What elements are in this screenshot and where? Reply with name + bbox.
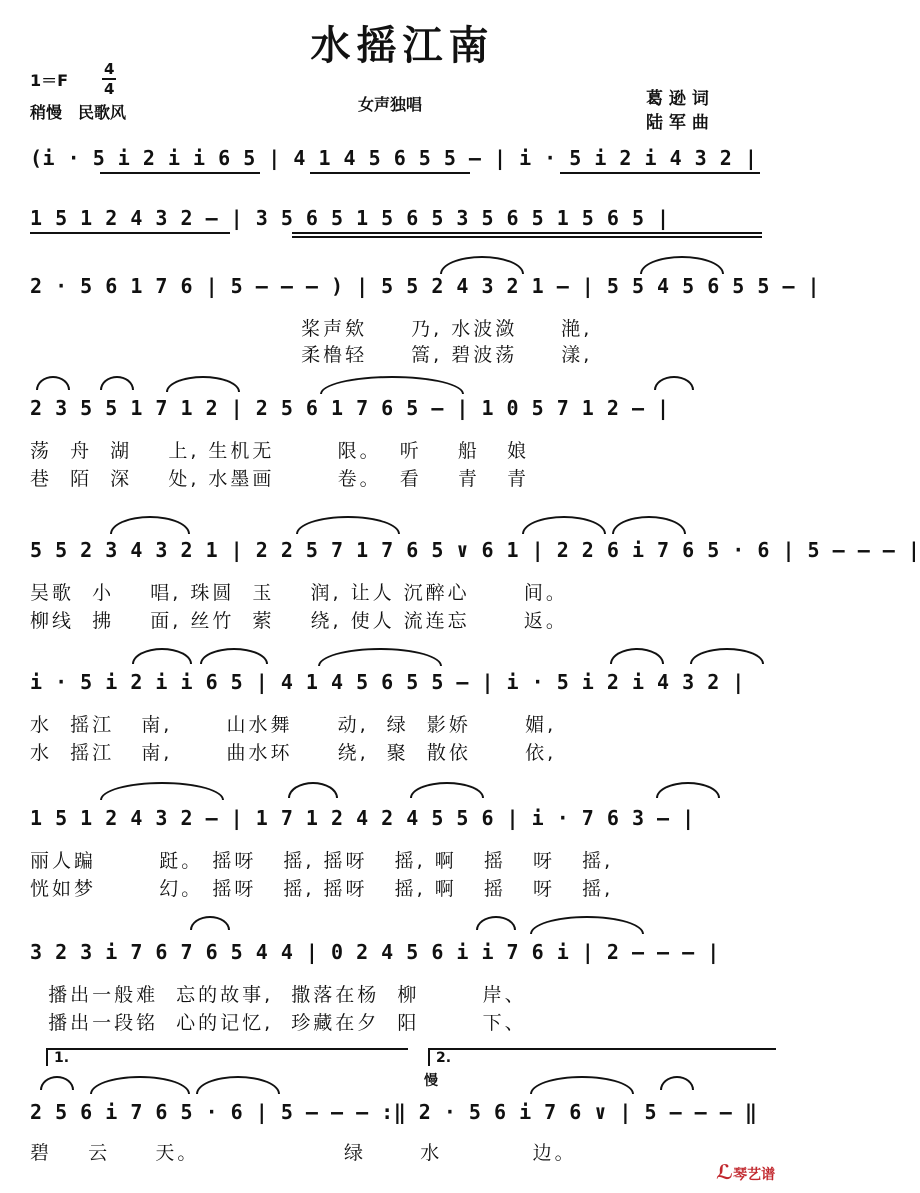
lyric-verse-1: 桨声欸 乃, 水波潋 滟, xyxy=(30,318,593,340)
slur-mark xyxy=(320,376,464,394)
notes-line: i · 5 i 2 i i 6 5 | 4 1 4 5 6 5 5 – | i · 5 i 2 i 4 3 2 | xyxy=(30,670,745,694)
slur-mark xyxy=(440,256,524,274)
slur-mark xyxy=(476,916,516,930)
lyric-verse-2: 柳线 拂 面, 丝竹 萦 绕, 使人 流连忘 返。 xyxy=(30,610,568,632)
slur-mark xyxy=(530,1076,634,1094)
performance-note: 女声独唱 xyxy=(358,95,423,114)
slur-mark xyxy=(100,782,224,800)
volta-label-2: 2. xyxy=(436,1050,452,1066)
slur-mark xyxy=(296,516,400,534)
notes-line: 5 5 2 3 4 3 2 1 | 2 2 5 7 1 7 6 5 ∨ 6 1 | 2 2 6 i 7 6 5 · 6 | 5 – – – | xyxy=(30,538,920,562)
composer-credit: 陆 军 曲 xyxy=(646,113,709,133)
watermark-logo: ℒ琴艺谱 xyxy=(716,1160,776,1184)
key-signature: 1＝F xyxy=(30,71,69,90)
beam-line xyxy=(292,236,762,238)
score-system-7 xyxy=(0,800,805,900)
lyric-verse-1: 荡 舟 湖 上, 生机无 限。 听 船 娘 xyxy=(30,440,530,462)
notes-line: 2 5 6 i 7 6 5 · 6 | 5 – – – :‖ 2 · 5 6 i 7 6 ∨ | 5 – – – ‖ xyxy=(30,1100,758,1124)
slur-mark xyxy=(132,648,192,664)
beam-line xyxy=(560,172,760,174)
lyric-verse-1: 播出一般难 忘的故事, 撒落在杨 柳 岸、 xyxy=(30,984,527,1006)
notes-line: 1 5 1 2 4 3 2 – | 1 7 1 2 4 2 4 5 5 6 | i · 7 6 3 – | xyxy=(30,806,695,830)
watermark-text: 琴艺谱 xyxy=(733,1167,776,1183)
lyric-verse-1: 丽人蹁 跹。 摇呀 摇, 摇呀 摇, 啊 摇 呀 摇, xyxy=(30,850,614,872)
slur-mark xyxy=(90,1076,190,1094)
page-title: 水摇江南 xyxy=(310,23,495,69)
notes-line: 2 · 5 6 1 7 6 | 5 – – – ) | 5 5 2 4 3 2 1 – | 5 5 4 5 6 5 5 – | xyxy=(30,274,821,298)
volta-bracket-2 xyxy=(428,1048,776,1066)
slur-mark xyxy=(166,376,240,392)
slur-mark xyxy=(640,256,724,274)
notes-line: (i · 5 i 2 i i 6 5 | 4 1 4 5 6 5 5 – | i · 5 i 2 i 4 3 2 | xyxy=(30,146,758,170)
slur-mark xyxy=(100,376,134,390)
slur-mark xyxy=(654,376,694,390)
slur-mark xyxy=(612,516,686,534)
slur-mark xyxy=(522,516,606,534)
score-system-4 xyxy=(0,390,805,490)
slur-mark xyxy=(110,516,190,534)
lyric-verse-2: 水 摇江 南, 曲水环 绕, 聚 散依 依, xyxy=(30,742,557,764)
slur-mark xyxy=(660,1076,694,1090)
slur-mark xyxy=(288,782,338,798)
lyric-verse-1: 水 摇江 南, 山水舞 动, 绿 影娇 媚, xyxy=(30,714,557,736)
score-system-5 xyxy=(0,532,920,632)
lyric-verse-1: 碧 云 天。 绿 水 边。 xyxy=(30,1142,577,1164)
beam-line xyxy=(100,172,260,174)
score-system-1 xyxy=(0,140,805,186)
notes-line: 1 5 1 2 4 3 2 – | 3 5 6 5 1 5 6 5 3 5 6 5 1 5 6 5 | xyxy=(30,206,670,230)
slur-mark xyxy=(36,376,70,390)
lyric-verse-1: 吴歌 小 唱, 珠圆 玉 润, 让人 沉醉心 间。 xyxy=(30,582,568,604)
time-signature-top: 4 xyxy=(104,60,115,78)
tempo-marking: 稍慢 民歌风 xyxy=(30,103,127,122)
slur-mark xyxy=(530,916,644,934)
notes-line: 2 3 5 5 1 7 1 2 | 2 5 6 1 7 6 5 – | 1 0 5 7 1 2 – | xyxy=(30,396,670,420)
beam-line xyxy=(292,232,762,234)
slur-mark xyxy=(196,1076,280,1094)
beam-line xyxy=(310,172,470,174)
lyricist-credit: 葛 逊 词 xyxy=(646,89,709,109)
lyric-verse-2: 播出一段铭 心的记忆, 珍藏在夕 阳 下、 xyxy=(30,1012,527,1034)
notes-line: 3 2 3 i 7 6 7 6 5 4 4 | 0 2 4 5 6 i i 7 6 i | 2 – – – | xyxy=(30,940,720,964)
slur-mark xyxy=(200,648,268,664)
volta-bracket-1 xyxy=(46,1048,408,1066)
slur-mark xyxy=(656,782,720,798)
slur-mark xyxy=(690,648,764,664)
score-system-8 xyxy=(0,934,805,1034)
score-system-6 xyxy=(0,664,805,764)
slur-mark xyxy=(40,1076,74,1090)
slur-mark xyxy=(610,648,664,664)
time-signature-bottom: 4 xyxy=(104,80,115,98)
score-system-3 xyxy=(0,268,821,366)
lyric-verse-2: 柔橹轻 篙, 碧波荡 漾, xyxy=(30,344,593,366)
slur-mark xyxy=(190,916,230,930)
beam-line xyxy=(30,232,230,234)
tempo-slow-mark: 慢 xyxy=(424,1073,438,1089)
slur-mark xyxy=(410,782,484,798)
lyric-verse-2: 巷 陌 深 处, 水墨画 卷。 看 青 青 xyxy=(30,468,530,490)
slur-mark xyxy=(318,648,442,666)
score-system-9 xyxy=(0,1094,805,1174)
volta-label-1: 1. xyxy=(54,1050,70,1066)
score-system-2 xyxy=(0,200,805,246)
lyric-verse-2: 恍如梦 幻。 摇呀 摇, 摇呀 摇, 啊 摇 呀 摇, xyxy=(30,878,614,900)
